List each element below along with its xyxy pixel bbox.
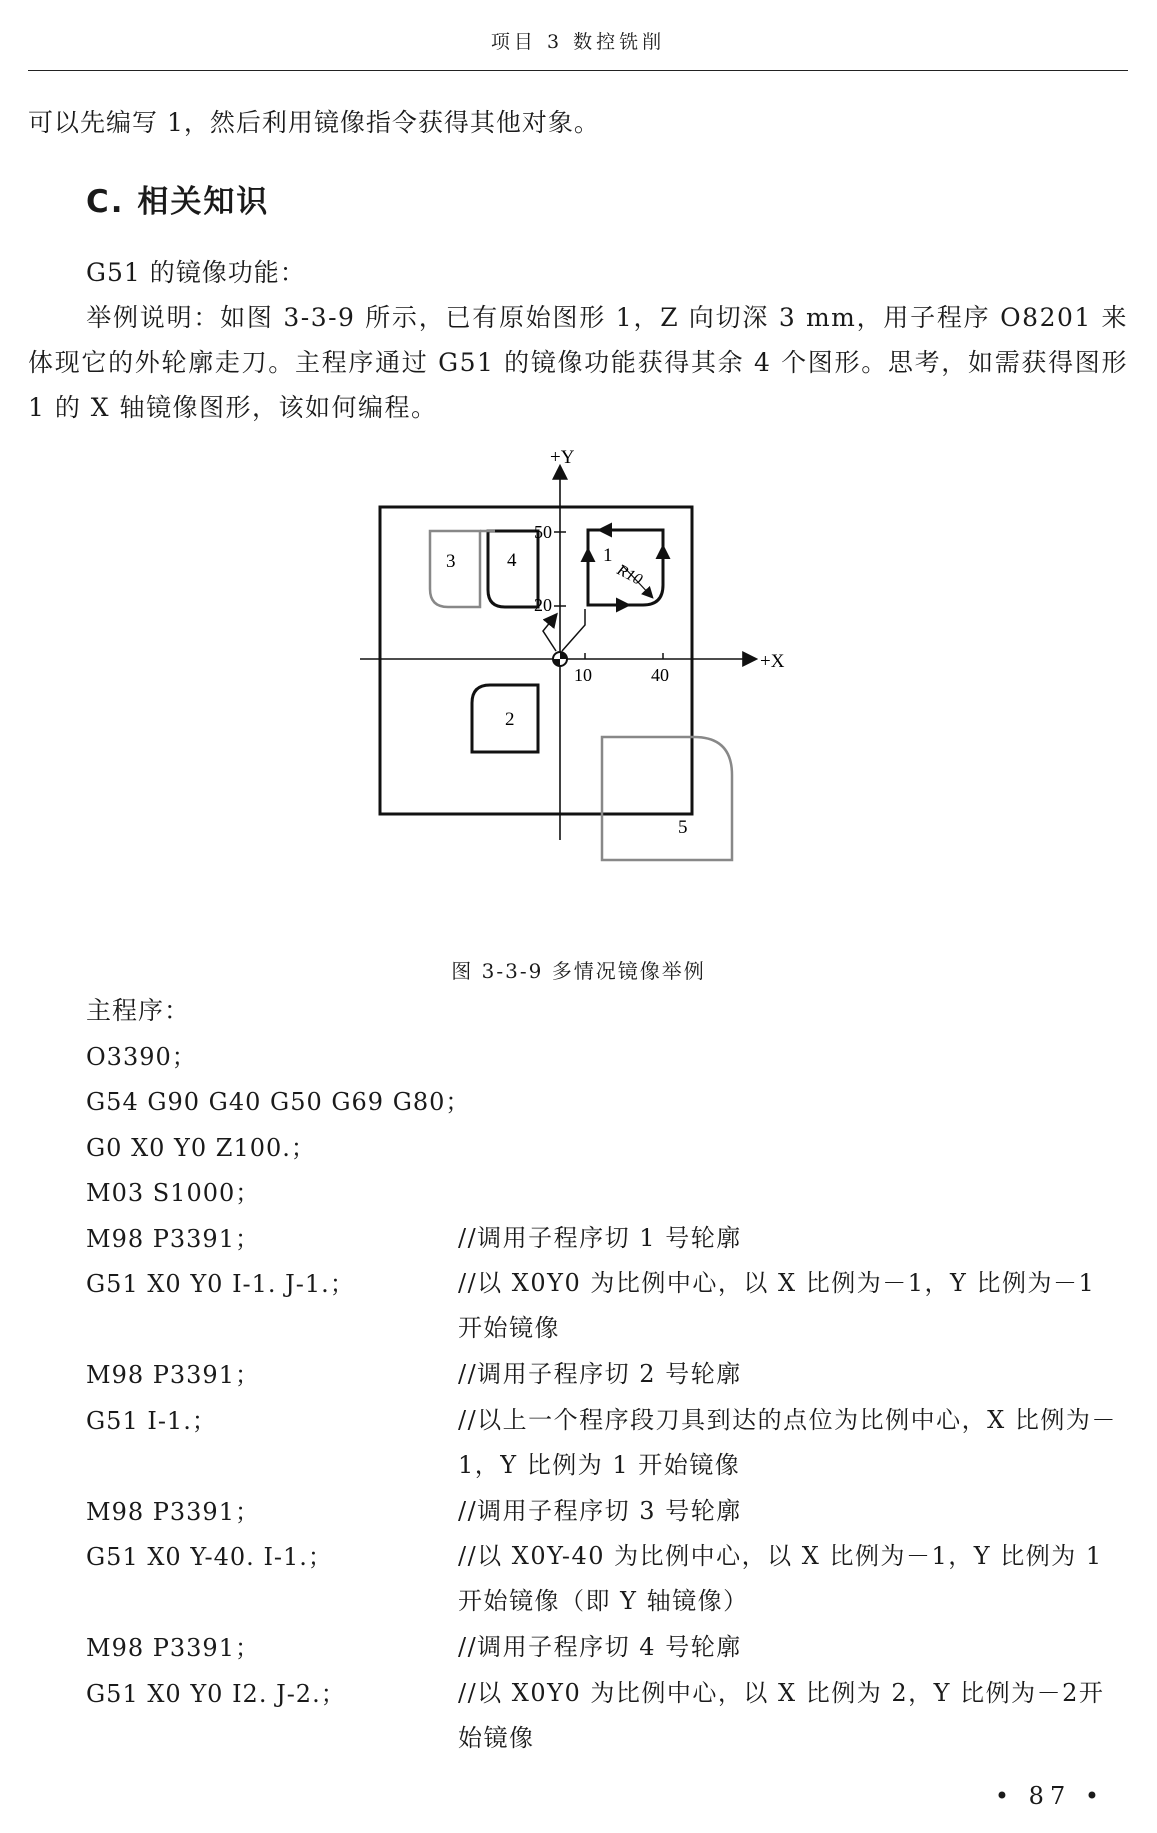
program-comment: //调用子程序切 3 号轮廓: [458, 1497, 742, 1525]
program-line: M98 P3391；: [86, 1634, 260, 1662]
x-axis-label: +X: [760, 651, 785, 672]
shape-1-label: 1: [603, 545, 613, 566]
shape-5-label: 5: [678, 817, 688, 838]
shape-3-label: 3: [446, 551, 456, 572]
mirror-diagram: [360, 445, 800, 925]
example-paragraph: [28, 295, 1128, 430]
program-line: G0 X0 Y0 Z100.；: [86, 1134, 316, 1162]
program-comment: //调用子程序切 4 号轮廓: [458, 1633, 742, 1661]
shape-5-contour: [602, 737, 732, 860]
x-tick-10: 10: [574, 665, 592, 685]
program-line: G51 X0 Y0 I2. J-2.；: [86, 1680, 346, 1708]
shape-2-label: 2: [505, 709, 515, 730]
program-line: G51 X0 Y0 I-1. J-1.；: [86, 1270, 355, 1298]
program-line: G51 I-1.；: [86, 1407, 217, 1435]
running-header: [28, 22, 1128, 71]
program-comment: //调用子程序切 2 号轮廓: [458, 1360, 742, 1388]
program-line: M98 P3391；: [86, 1361, 260, 1389]
figure-caption: 图 3-3-9 多情况镜像举例: [451, 959, 706, 983]
y-axis-label: +Y: [550, 447, 575, 468]
program-line: G51 X0 Y-40. I-1.；: [86, 1543, 333, 1571]
x-tick-40: 40: [651, 665, 669, 685]
radius-label: R10: [614, 561, 645, 589]
y-tick-20: 20: [534, 595, 552, 615]
main-program-label: 主程序：: [86, 996, 191, 1025]
program-comment: //以 X0Y-40 为比例中心，以 X 比例为－1，Y 比例为 1 开始镜像（即 Y 轴镜像）: [458, 1542, 1103, 1615]
section-heading: C. 相关知识: [86, 184, 270, 220]
tool-entry-path: [543, 615, 556, 651]
page-number: • 87 •: [994, 1782, 1105, 1810]
program-comment: //以 X0Y0 为比例中心，以 X 比例为 2，Y 比例为－2开始镜像: [458, 1679, 1105, 1752]
program-comment: //以 X0Y0 为比例中心，以 X 比例为－1，Y 比例为－1 开始镜像: [458, 1269, 1096, 1342]
workpiece-frame: [380, 507, 692, 814]
program-comment: //调用子程序切 1 号轮廓: [458, 1224, 742, 1252]
example-text: 举例说明：如图 3-3-9 所示，已有原始图形 1，Z 向切深 3 mm，用子程序 O8201 来体现它的外轮廓走刀。主程序通过 G51 的镜像功能获得其余 4 个图形。思考，如需获得图形 1 的 X 轴镜像图形，该如何编程。: [28, 303, 1128, 422]
g51-label: G51 的镜像功能：: [86, 258, 306, 287]
header-title: 项目 3 数控铣削: [490, 31, 666, 53]
program-line: M98 P3391；: [86, 1225, 260, 1253]
program-comment: //以上一个程序段刀具到达的点位为比例中心，X 比例为－1，Y 比例为 1 开始镜像: [458, 1406, 1117, 1479]
program-line: M98 P3391；: [86, 1498, 260, 1526]
intro-line: 可以先编写 1，然后利用镜像指令获得其他对象。: [28, 108, 600, 137]
program-line: O3390；: [86, 1043, 197, 1071]
program-line: M03 S1000；: [86, 1179, 261, 1207]
program-line: G54 G90 G40 G50 G69 G80；: [86, 1088, 471, 1116]
y-tick-50: 50: [534, 522, 552, 542]
shape-4-label: 4: [507, 550, 517, 571]
mirror-figure: [360, 445, 800, 925]
